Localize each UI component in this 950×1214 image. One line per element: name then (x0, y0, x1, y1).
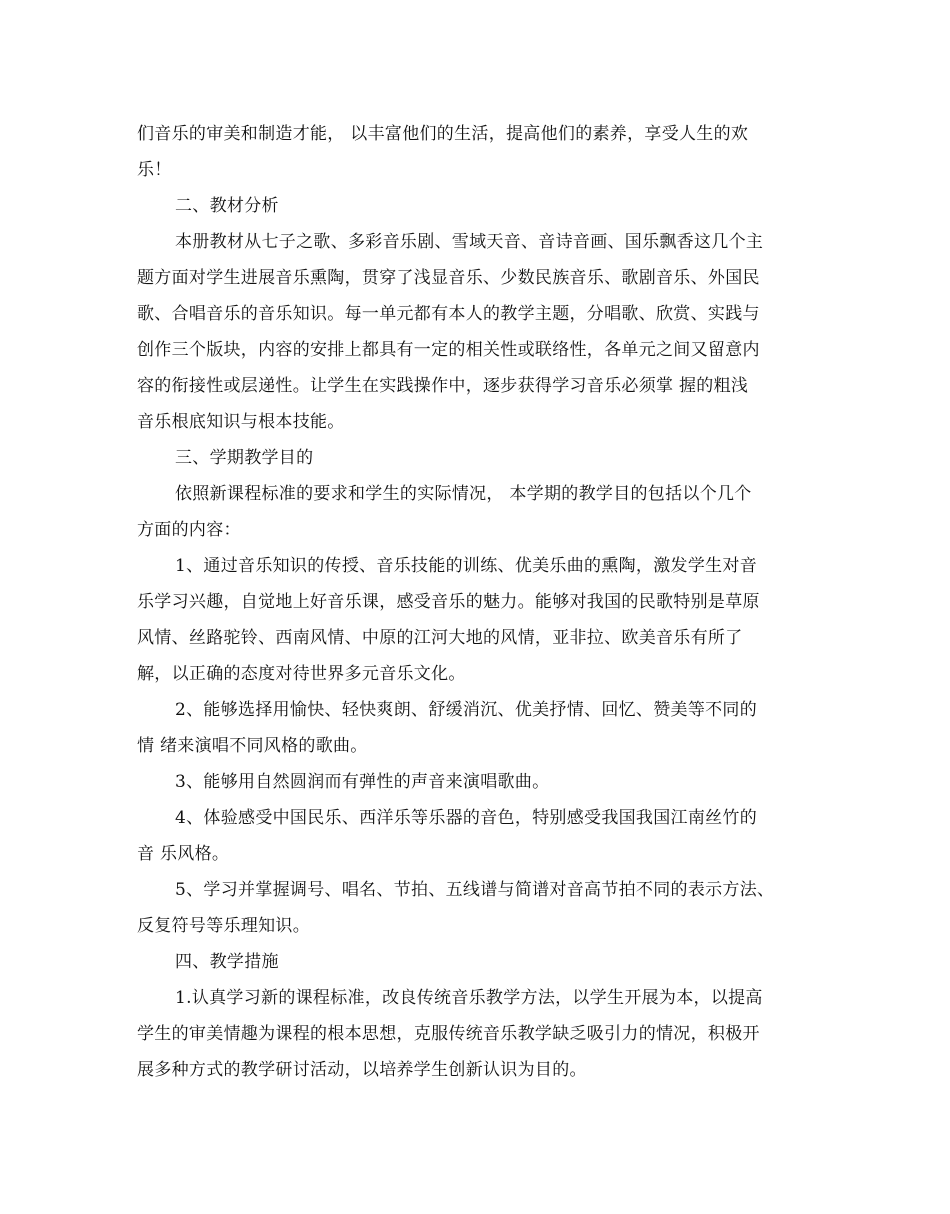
text-line: 展多种方式的教学研讨活动，以培养学生创新认识为目的。 (137, 1060, 587, 1080)
text-line: 题方面对学生进展音乐熏陶，贯穿了浅显音乐、少数民族音乐、歌剧音乐、外国民 (137, 268, 760, 288)
text-line: 依照新课程标准的要求和学生的实际情况， 本学期的教学目的包括以个几个 (175, 484, 752, 504)
section-heading: 二、教材分析 (175, 196, 279, 216)
text-line: 乐！ (137, 160, 172, 180)
text-line: 1、通过音乐知识的传授、音乐技能的训练、优美乐曲的熏陶，激发学生对音 (175, 556, 758, 576)
text-line: 反复符号等乐理知识。 (137, 916, 310, 936)
text-line: 乐学习兴趣，自觉地上好音乐课，感受音乐的魅力。能够对我国的民歌特别是草原 (137, 592, 760, 612)
text-line: 音 乐风格。 (137, 844, 230, 864)
text-line: 本册教材从七子之歌、多彩音乐剧、雪域天音、音诗音画、国乐飘香这几个主 (175, 232, 764, 252)
text-line: 学生的审美情趣为课程的根本思想，克服传统音乐教学缺乏吸引力的情况，积极开 (137, 1024, 760, 1044)
text-line: 4、体验感受中国民乐、西洋乐等乐器的音色，特别感受我国我国江南丝竹的 (175, 808, 758, 828)
text-line: 创作三个版块，内容的安排上都具有一定的相关性或联络性，各单元之间又留意内 (137, 340, 760, 360)
section-heading: 四、教学措施 (175, 952, 279, 972)
text-line: 情 绪来演唱不同风格的歌曲。 (137, 736, 368, 756)
text-line: 1.认真学习新的课程标准，改良传统音乐教学方法，以学生开展为本，以提高 (175, 988, 763, 1008)
text-line: 3、能够用自然圆润而有弹性的声音来演唱歌曲。 (175, 772, 550, 792)
text-line: 解，以正确的态度对待世界多元音乐文化。 (137, 664, 466, 684)
section-heading: 三、学期教学目的 (175, 448, 314, 468)
text-line: 5、学习并掌握调号、唱名、节拍、五线谱与简谱对音高节拍不同的表示方法、 (175, 880, 775, 900)
text-line: 音乐根底知识与根本技能。 (137, 412, 345, 432)
text-line: 容的衔接性或层递性。让学生在实践操作中，逐步获得学习音乐必须掌 握的粗浅 (137, 376, 749, 396)
text-line: 风情、丝路驼铃、西南风情、中原的江河大地的风情，亚非拉、欧美音乐有所了 (137, 628, 743, 648)
text-line: 2、能够选择用愉快、轻快爽朗、舒缓消沉、优美抒情、回忆、赞美等不同的 (175, 700, 758, 720)
text-line: 们音乐的审美和制造才能， 以丰富他们的生活，提高他们的素养，享受人生的欢 (137, 124, 749, 144)
text-line: 方面的内容： (137, 520, 241, 540)
text-line: 歌、合唱音乐的音乐知识。每一单元都有本人的教学主题，分唱歌、欣赏、实践与 (137, 304, 760, 324)
